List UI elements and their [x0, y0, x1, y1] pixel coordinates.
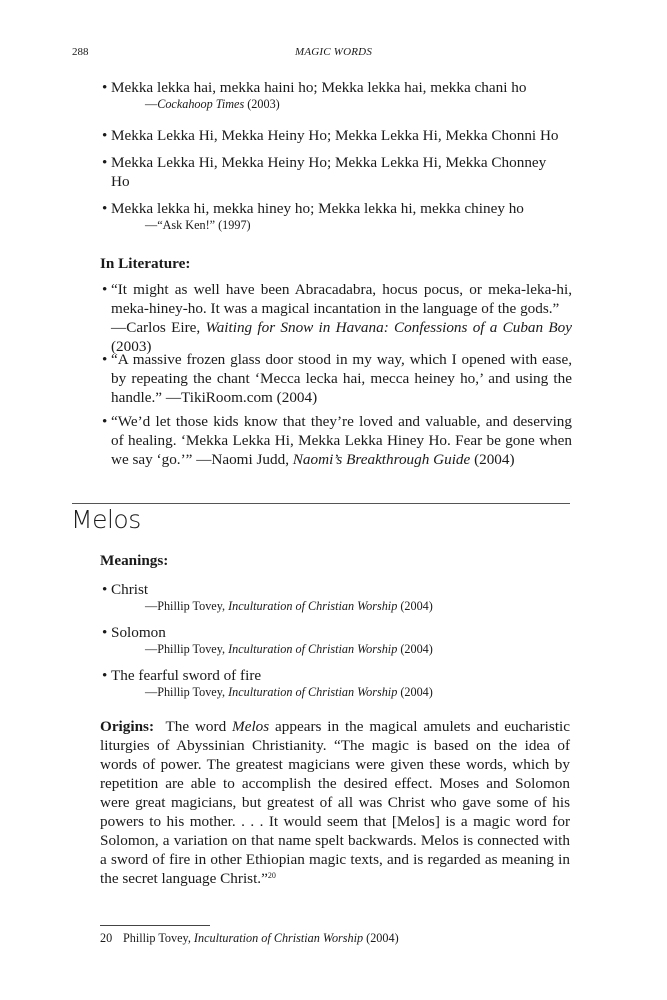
footnote-work: Inculturation of Christian Worship	[193, 931, 364, 945]
variant-text: Mekka lekka hai, mekka haini ho; Mekka lekka hai, mekka chani ho	[111, 79, 527, 96]
bullet-icon: •	[102, 667, 108, 684]
bullet-icon: •	[102, 127, 108, 144]
quote-text: “It might as well have been Abracadabra, hocus pocus, or meka-leka-hi, meka-hiney-ho. It was a magical incantation in the language of the gods.”	[111, 281, 572, 317]
citation-author: —Phillip Tovey,	[145, 599, 229, 613]
literature-quote	[102, 280, 572, 356]
variant-item	[102, 199, 572, 218]
origins-paragraph	[100, 717, 570, 888]
quote-work: Waiting for Snow in Havana: Confessions of a Cuban Boy	[205, 319, 572, 336]
origins-label: Origins:	[100, 718, 155, 735]
quote-year: (2003)	[111, 338, 152, 355]
bullet-icon: •	[102, 154, 108, 171]
quote-text: “We’d let those kids know that they’re loved and valuable, and deserving of healing. ‘Mekka Lekka Hi, Mekka Lekka Hiney Ho. Fear be gone when we say ‘go.’”	[111, 413, 572, 468]
citation-title: Cockahoop Times	[157, 97, 245, 111]
footnote-number: 20	[100, 931, 113, 945]
meaning-item	[102, 623, 572, 642]
variant-item	[102, 78, 572, 97]
citation-year: (1997)	[218, 218, 251, 232]
quote-author: —TikiRoom.com	[162, 389, 273, 406]
footnote	[100, 931, 399, 946]
quote-work: Naomi’s Breakthrough Guide	[292, 451, 471, 468]
bullet-icon: •	[102, 351, 108, 368]
quote-author: —Carlos Eire,	[111, 319, 206, 336]
quote-year: (2004)	[470, 451, 515, 468]
meaning-item	[102, 580, 572, 599]
literature-quote	[102, 412, 572, 469]
meaning-citation	[145, 685, 433, 700]
quote-year: (2004)	[272, 389, 318, 406]
running-title: MAGIC WORDS	[294, 46, 373, 58]
in-literature-heading: In Literature:	[100, 255, 191, 272]
bullet-icon: •	[102, 581, 108, 598]
meaning-text: Christ	[111, 581, 149, 598]
citation-source: —“Ask Ken!”	[145, 218, 216, 232]
origins-text-after: appears in the magical amulets and eucharistic liturgies of Abyssinian Christianity. “The magic is based on the idea of words of power. The greatest magicians were given these words, which by repetition are able to accomplish the desired effect. Moses and Solomon were great magicians, but greatest of all was Christ who gave some of his powers to his mother. . . . It would seem that [Melos] is a magic word for Solomon, a variation on that name spelt backwards. Melos is connected with a sword of fire in other Ethiopian magic texts, and is regarded as meaning in the secret language Christ.”	[100, 718, 570, 887]
citation-year: (2004)	[397, 599, 433, 613]
literature-quote	[102, 350, 572, 407]
footnote-author: Phillip Tovey,	[123, 931, 194, 945]
footnote-ref[interactable]: 20	[267, 871, 276, 880]
meaning-text: The fearful sword of fire	[111, 667, 262, 684]
variant-text: Mekka Lekka Hi, Mekka Heiny Ho; Mekka Lekka Hi, Mekka Chonney Ho	[111, 154, 547, 190]
quote-author: —Naomi Judd,	[192, 451, 293, 468]
citation-year: (2003)	[247, 97, 280, 111]
origins-italic-word: Melos	[232, 718, 270, 735]
meanings-heading: Meanings:	[100, 552, 169, 569]
entry-divider	[72, 503, 570, 504]
citation-work: Inculturation of Christian Worship	[228, 685, 398, 699]
citation-author: —Phillip Tovey,	[145, 685, 229, 699]
meaning-citation	[145, 599, 433, 614]
bullet-icon: •	[102, 624, 108, 641]
variant-text: Mekka lekka hi, mekka hiney ho; Mekka lekka hi, mekka chiney ho	[111, 200, 524, 217]
citation-year: (2004)	[397, 642, 433, 656]
citation-year: (2004)	[397, 685, 433, 699]
variant-item	[102, 126, 572, 145]
footnote-divider	[100, 925, 210, 926]
bullet-icon: •	[102, 79, 108, 96]
meaning-citation	[145, 642, 433, 657]
entry-title: Melos	[71, 505, 141, 534]
origins-text-before: The word	[154, 718, 233, 735]
citation-work: Inculturation of Christian Worship	[228, 599, 398, 613]
bullet-icon: •	[102, 281, 108, 298]
citation-author: —Phillip Tovey,	[145, 642, 229, 656]
citation-dash: —	[145, 97, 158, 111]
quote-text: “A massive frozen glass door stood in my way, which I opened with ease, by repeating the chant ‘Mecca lecka hai, mecca heiney ho,’ and using the handle.”	[111, 351, 572, 406]
variant-text: Mekka Lekka Hi, Mekka Heiny Ho; Mekka Lekka Hi, Mekka Chonni Ho	[111, 127, 559, 144]
meaning-text: Solomon	[111, 624, 166, 641]
page-number: 288	[72, 46, 89, 58]
footnote-year: (2004)	[363, 931, 399, 945]
variant-item	[102, 153, 557, 191]
variant-citation	[145, 218, 251, 233]
bullet-icon: •	[102, 200, 108, 217]
citation-work: Inculturation of Christian Worship	[228, 642, 398, 656]
variant-citation	[145, 97, 280, 112]
meaning-item	[102, 666, 572, 685]
bullet-icon: •	[102, 413, 108, 430]
